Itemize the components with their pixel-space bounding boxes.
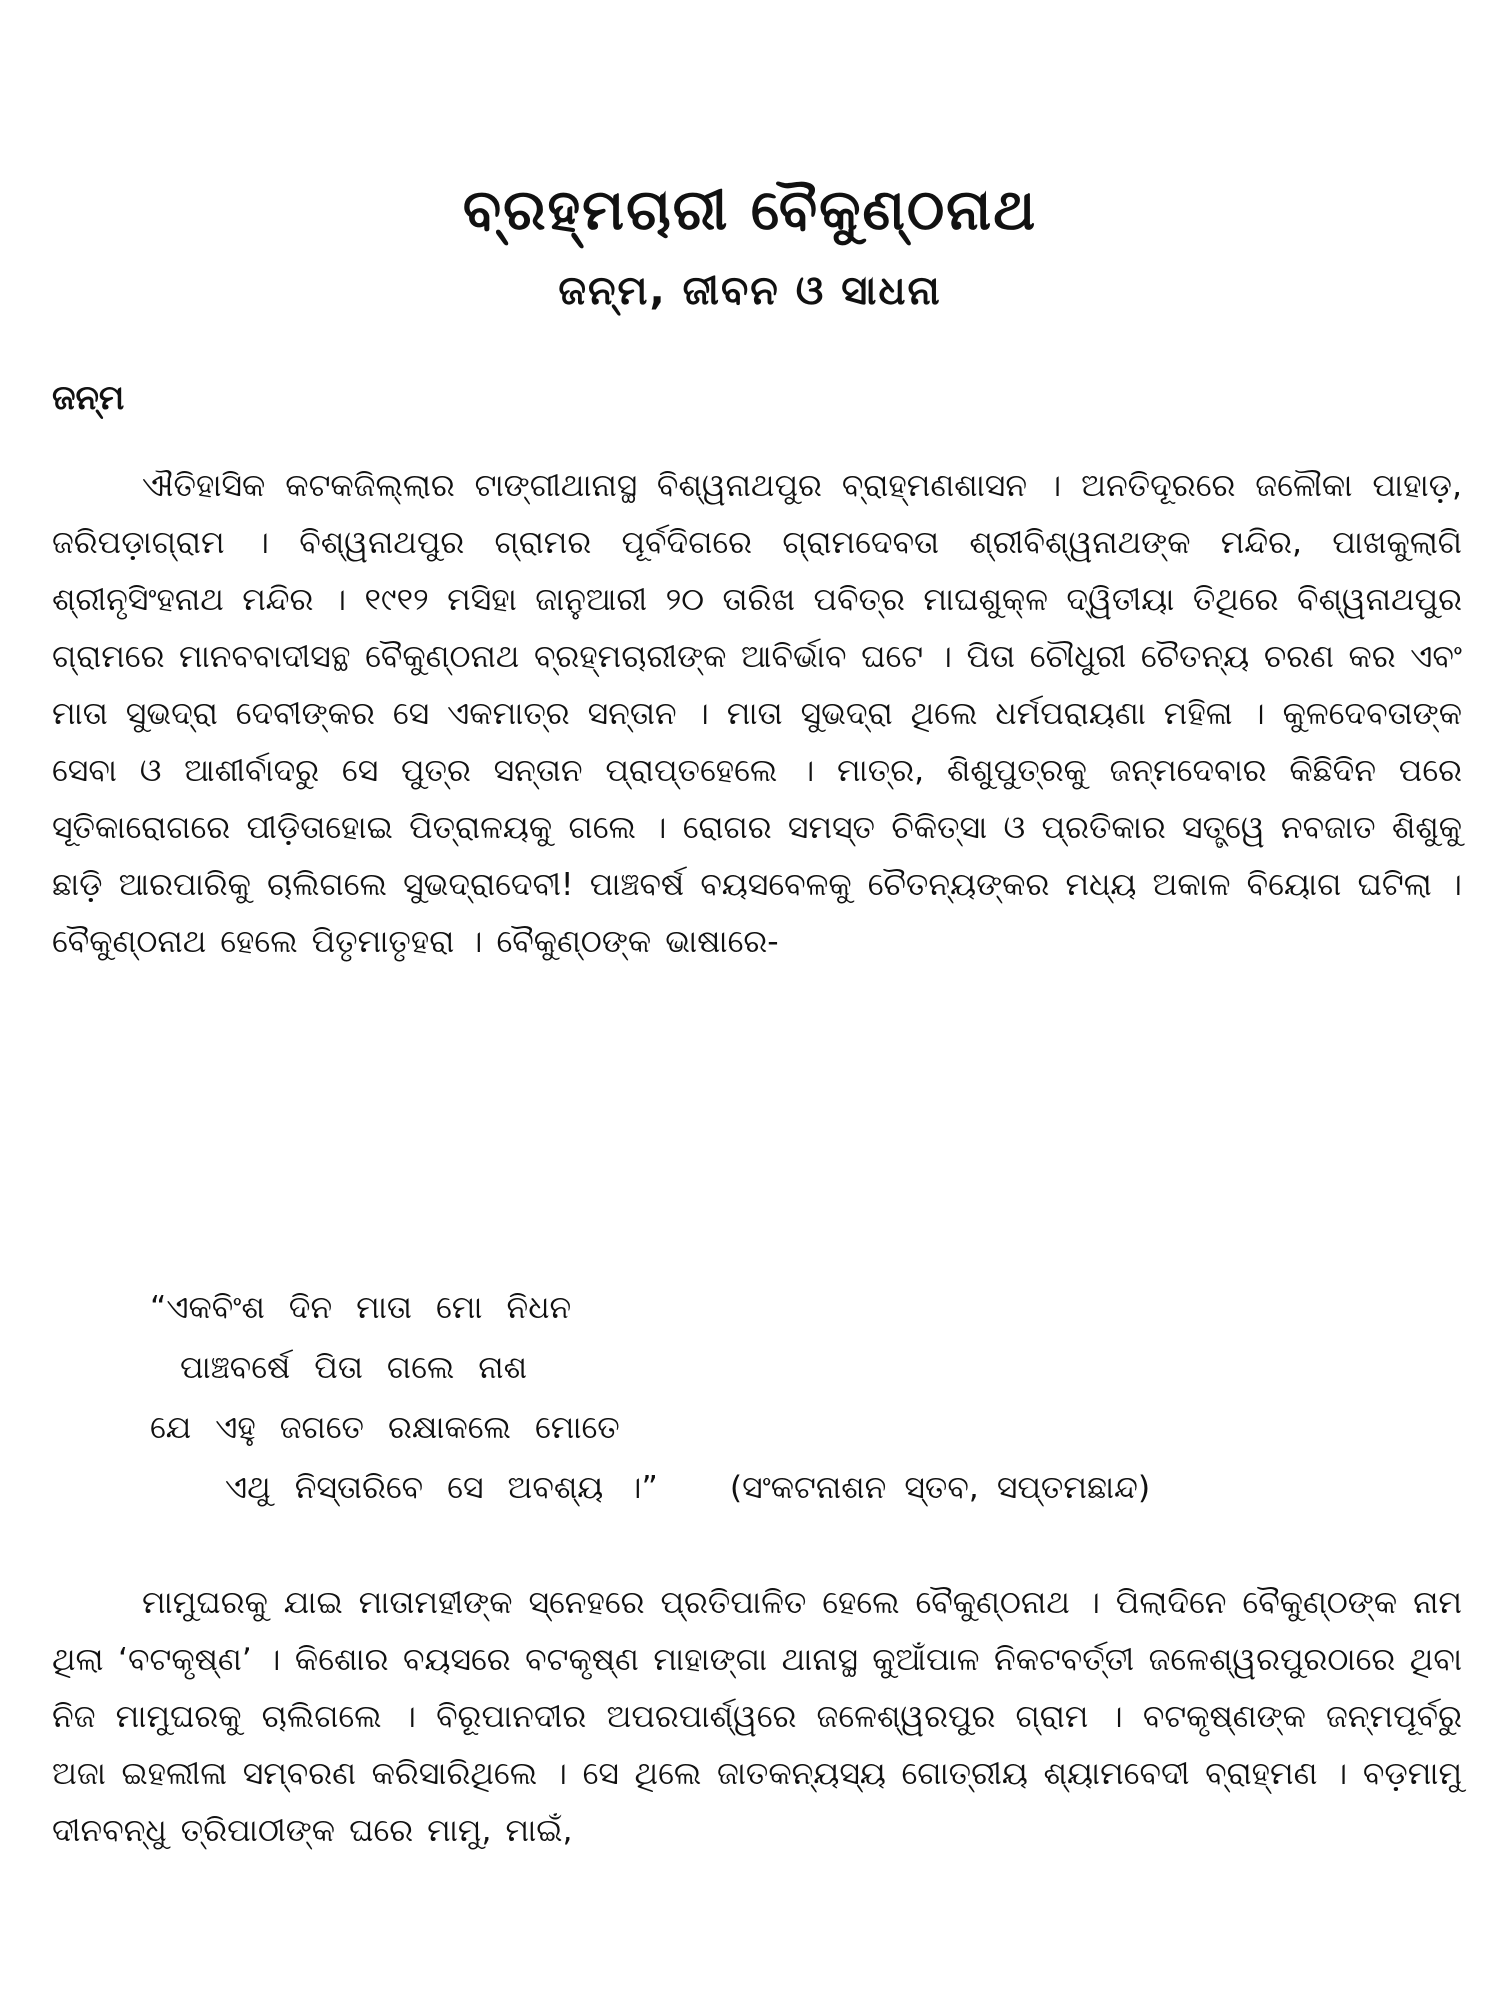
section-heading: ଜନ୍ମ bbox=[52, 378, 125, 418]
verse-line-1: “ଏକବିଂଶ ଦିନ ମାତା ମୋ ନିଧନ bbox=[150, 1290, 572, 1326]
page-title: ବ୍ରହ୍ମଚାରୀ ବୈକୁଣ୍ଠନାଥ bbox=[462, 178, 1038, 243]
paragraph-1 bbox=[52, 458, 1462, 971]
verse-line-2: ପାଞ୍ଚବର୍ଷେ ପିତା ଗଲେ ନାଶ bbox=[180, 1350, 528, 1386]
paragraph-2 bbox=[52, 1575, 1462, 1860]
paragraph-2-text: ମାମୁଘରକୁ ଯାଇ ମାତାମହୀଙ୍କ ସ୍ନେହରେ ପ୍ରତିପାଳିତ ହେଲେ ବୈକୁଣ୍ଠନାଥ । ପିଲାଦିନେ ବୈକୁଣ୍ଠଙ୍କ ନାମ ଥିଲା ‘ବଟକୃଷ୍ଣ’ । କିଶୋର ବୟସରେ ବଟକୃଷ୍ଣ ମାହାଙ୍ଗା ଥାନାସ୍ଥ କୁଆଁପାଳ ନିକଟବର୍ତ୍ତୀ ଜଳେଶ୍ୱରପୁରଠାରେ ଥିବା ନିଜ ମାମୁଘରକୁ ଚାଲିଗଲେ । ବିରୂପାନଦୀର ଅପରପାର୍ଶ୍ୱରେ ଜଳେଶ୍ୱରପୁର ଗ୍ରାମ । ବଟକୃଷ୍ଣଙ୍କ ଜନ୍ମପୂର୍ବରୁ ଅଜା ଇହଲୀଳା ସମ୍ବରଣ କରିସାରିଥିଲେ । ସେ ଥିଲେ ଜାତକନ୍ୟସ୍ୟ ଗୋତ୍ରୀୟ ଶ୍ୟାମବେଦୀ ବ୍ରାହ୍ମଣ । ବଡ଼ମାମୁ ଦୀନବନ୍ଧୁ ତ୍ରିପାଠୀଙ୍କ ଘରେ ମାମୁ, ମାଇଁ, bbox=[52, 1585, 1462, 1849]
verse-line-4 bbox=[150, 1458, 1470, 1518]
verse-line-3: ଯେ ଏହୁ ଜଗତେ ରକ୍ଷାକଲେ ମୋତେ bbox=[150, 1410, 620, 1446]
verse-line-4-text: ଏଥୁ ନିସ୍ତାରିବେ ସେ ଅବଶ୍ୟ ।” bbox=[225, 1470, 658, 1506]
verse-citation: (ସଂକଟନାଶନ ସ୍ତବ, ସପ୍ତମଛାନ୍ଦ) bbox=[729, 1470, 1151, 1506]
verse-block bbox=[150, 1278, 1470, 1518]
page-subtitle: ଜନ୍ମ, ଜୀବନ ଓ ସାଧନା bbox=[558, 268, 942, 314]
paragraph-1-text: ଐତିହାସିକ କଟକଜିଲ୍ଲାର ଟାଙ୍ଗୀଥାନାସ୍ଥ ବିଶ୍ୱନାଥପୁର ବ୍ରାହ୍ମଣଶାସନ । ଅନତିଦୂରରେ ଜଳୌକା ପାହାଡ଼, ଜରିପଡ଼ାଗ୍ରାମ । ବିଶ୍ୱନାଥପୁର ଗ୍ରାମର ପୂର୍ବଦିଗରେ ଗ୍ରାମଦେବତା ଶ୍ରୀବିଶ୍ୱନାଥଙ୍କ ମନ୍ଦିର, ପାଖକୁଲାଗି ଶ୍ରୀନୃସିଂହନାଥ ମନ୍ଦିର । ୧୯୧୨ ମସିହା ଜାନୁଆରୀ ୨୦ ତାରିଖ ପବିତ୍ର ମାଘଶୁକ୍ଳ ଦ୍ୱିତୀୟା ତିଥିରେ ବିଶ୍ୱନାଥପୁର ଗ୍ରାମରେ ମାନବବାଦୀସନ୍ଥ ବୈକୁଣ୍ଠନାଥ ବ୍ରହ୍ମଚାରୀଙ୍କ ଆବିର୍ଭାବ ଘଟେ । ପିତା ଚୌଧୁରୀ ଚୈତନ୍ୟ ଚରଣ କର ଏବଂ ମାତା ସୁଭଦ୍ରା ଦେବୀଙ୍କର ସେ ଏକମାତ୍ର ସନ୍ତାନ । ମାତା ସୁଭଦ୍ରା ଥିଲେ ଧର୍ମପରାୟଣା ମହିଳା । କୁଳଦେବତାଙ୍କ ସେବା ଓ ଆଶୀର୍ବାଦରୁ ସେ ପୁତ୍ର ସନ୍ତାନ ପ୍ରାପ୍ତହେଲେ । ମାତ୍ର, ଶିଶୁପୁତ୍ରକୁ ଜନ୍ମଦେବାର କିଛିଦିନ ପରେ ସୂତିକାରୋଗରେ ପୀଡ଼ିତାହୋଇ ପିତ୍ରାଳୟକୁ ଗଲେ । ରୋଗର ସମସ୍ତ ଚିକିତ୍ସା ଓ ପ୍ରତିକାର ସତ୍ତ୍ୱେ ନବଜାତ ଶିଶୁକୁ ଛାଡ଼ି ଆରପାରିକୁ ଚାଲିଗଲେ ସୁଭଦ୍ରାଦେବୀ! ପାଞ୍ଚବର୍ଷ ବୟସବେଳକୁ ଚୈତନ୍ୟଙ୍କର ମଧ୍ୟ ଅକାଳ ବିୟୋଗ ଘଟିଲା । ବୈକୁଣ୍ଠନାଥ ହେଲେ ପିତୃମାତୃହରା । ବୈକୁଣ୍ଠଙ୍କ ଭାଷାରେ- bbox=[52, 468, 1462, 960]
